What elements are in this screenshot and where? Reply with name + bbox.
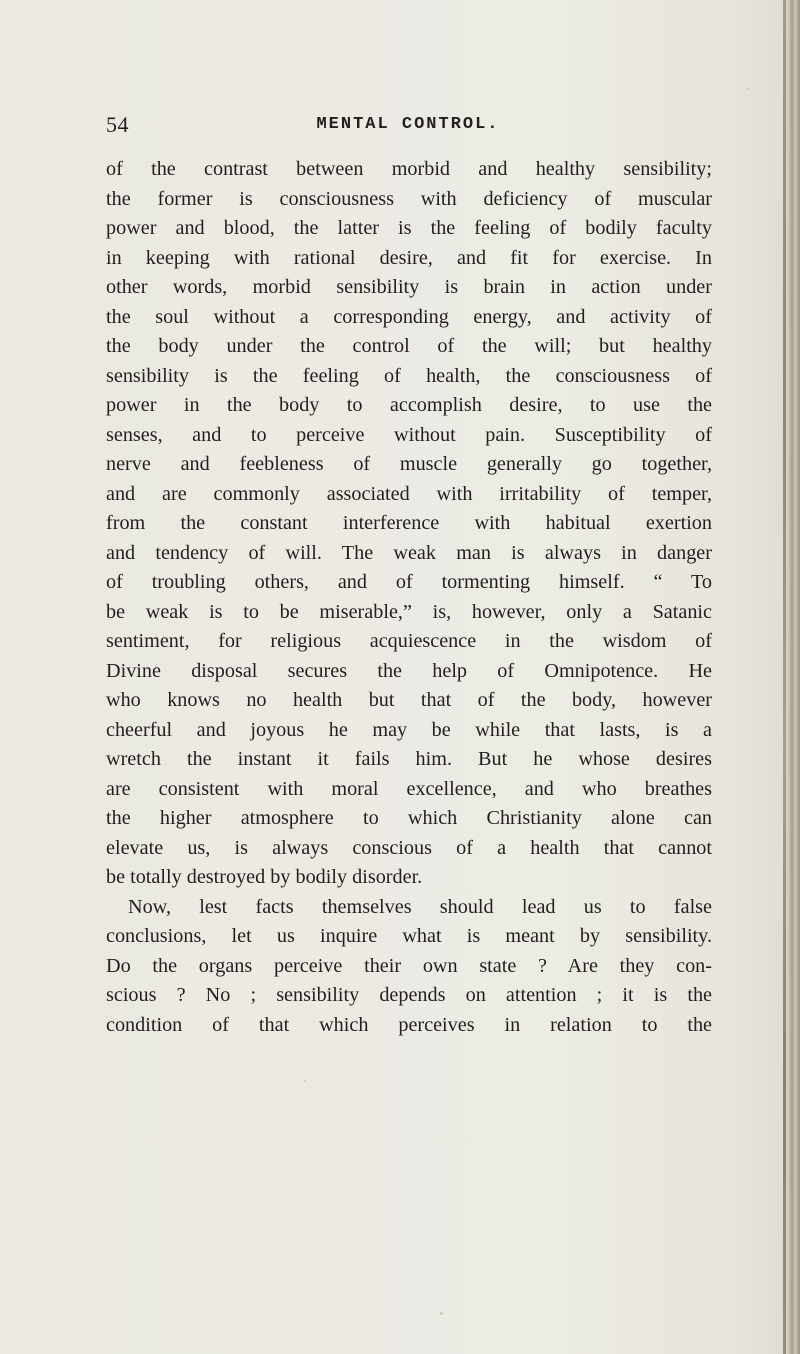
text-line: elevate us, is always conscious of a health that cannot xyxy=(106,836,712,859)
text-line: the former is consciousness with deficiency of muscular xyxy=(106,187,712,210)
text-line: sensibility is the feeling of health, the consciousness of xyxy=(106,364,712,387)
text-line: who knows no health but that of the body, however xyxy=(106,689,712,711)
text-line: the higher atmosphere to which Christianity alone can xyxy=(106,807,712,829)
text-line: of the contrast between morbid and healthy sensibility; xyxy=(106,158,712,180)
text-line: of troubling others, and of tormenting himself. “ To xyxy=(106,571,712,593)
text-line: Do the organs perceive their own state ? Are they con- xyxy=(106,954,712,977)
text-line: and are commonly associated with irritability of temper, xyxy=(106,482,712,505)
text-line: nerve and feebleness of muscle generally go together, xyxy=(106,453,712,475)
text-line: power in the body to accomplish desire, to use the xyxy=(106,394,712,416)
text-line: sentiment, for religious acquiescence in the wisdom of xyxy=(106,630,712,652)
page-number: 54 xyxy=(106,112,129,137)
text-line: Divine disposal secures the help of Omnipotence. He xyxy=(106,659,712,682)
paper-speck xyxy=(440,1312,443,1315)
text-line: scious ? No ; sensibility depends on attention ; it is the xyxy=(106,984,712,1006)
text-line: and tendency of will. The weak man is always in danger xyxy=(106,541,712,564)
paper-speck xyxy=(747,88,749,90)
text-line: conclusions, let us inquire what is meant by sensibility. xyxy=(106,925,712,947)
text-line: in keeping with rational desire, and fit for exercise. In xyxy=(106,246,712,269)
text-line: condition of that which perceives in relation to the xyxy=(106,1013,712,1036)
text-line: are consistent with moral excellence, and who breathes xyxy=(106,777,712,800)
paragraph-start-line: Now, lest facts themselves should lead us to false xyxy=(128,895,712,918)
text-line: the soul without a corresponding energy, and activity of xyxy=(106,305,712,328)
text-line: power and blood, the latter is the feeling of bodily faculty xyxy=(106,217,712,239)
running-head: MENTAL CONTROL. xyxy=(316,115,500,134)
text-line: from the constant interference with habitual exertion xyxy=(106,512,712,534)
text-line: wretch the instant it fails him. But he whose desires xyxy=(106,748,712,770)
page-header xyxy=(106,112,710,142)
text-line: be weak is to be miserable,” is, however, only a Satanic xyxy=(106,600,712,623)
paragraph-end-line: be totally destroyed by bodily disorder. xyxy=(106,866,423,888)
page-binding-shadow xyxy=(783,0,786,1354)
text-line: senses, and to perceive without pain. Susceptibility of xyxy=(106,423,712,446)
text-line: cheerful and joyous he may be while that lasts, is a xyxy=(106,718,712,741)
text-line: the body under the control of the will; but healthy xyxy=(106,335,712,357)
text-line: other words, morbid sensibility is brain in action under xyxy=(106,276,712,298)
paper-speck xyxy=(304,1080,306,1082)
body-text xyxy=(106,155,712,1040)
